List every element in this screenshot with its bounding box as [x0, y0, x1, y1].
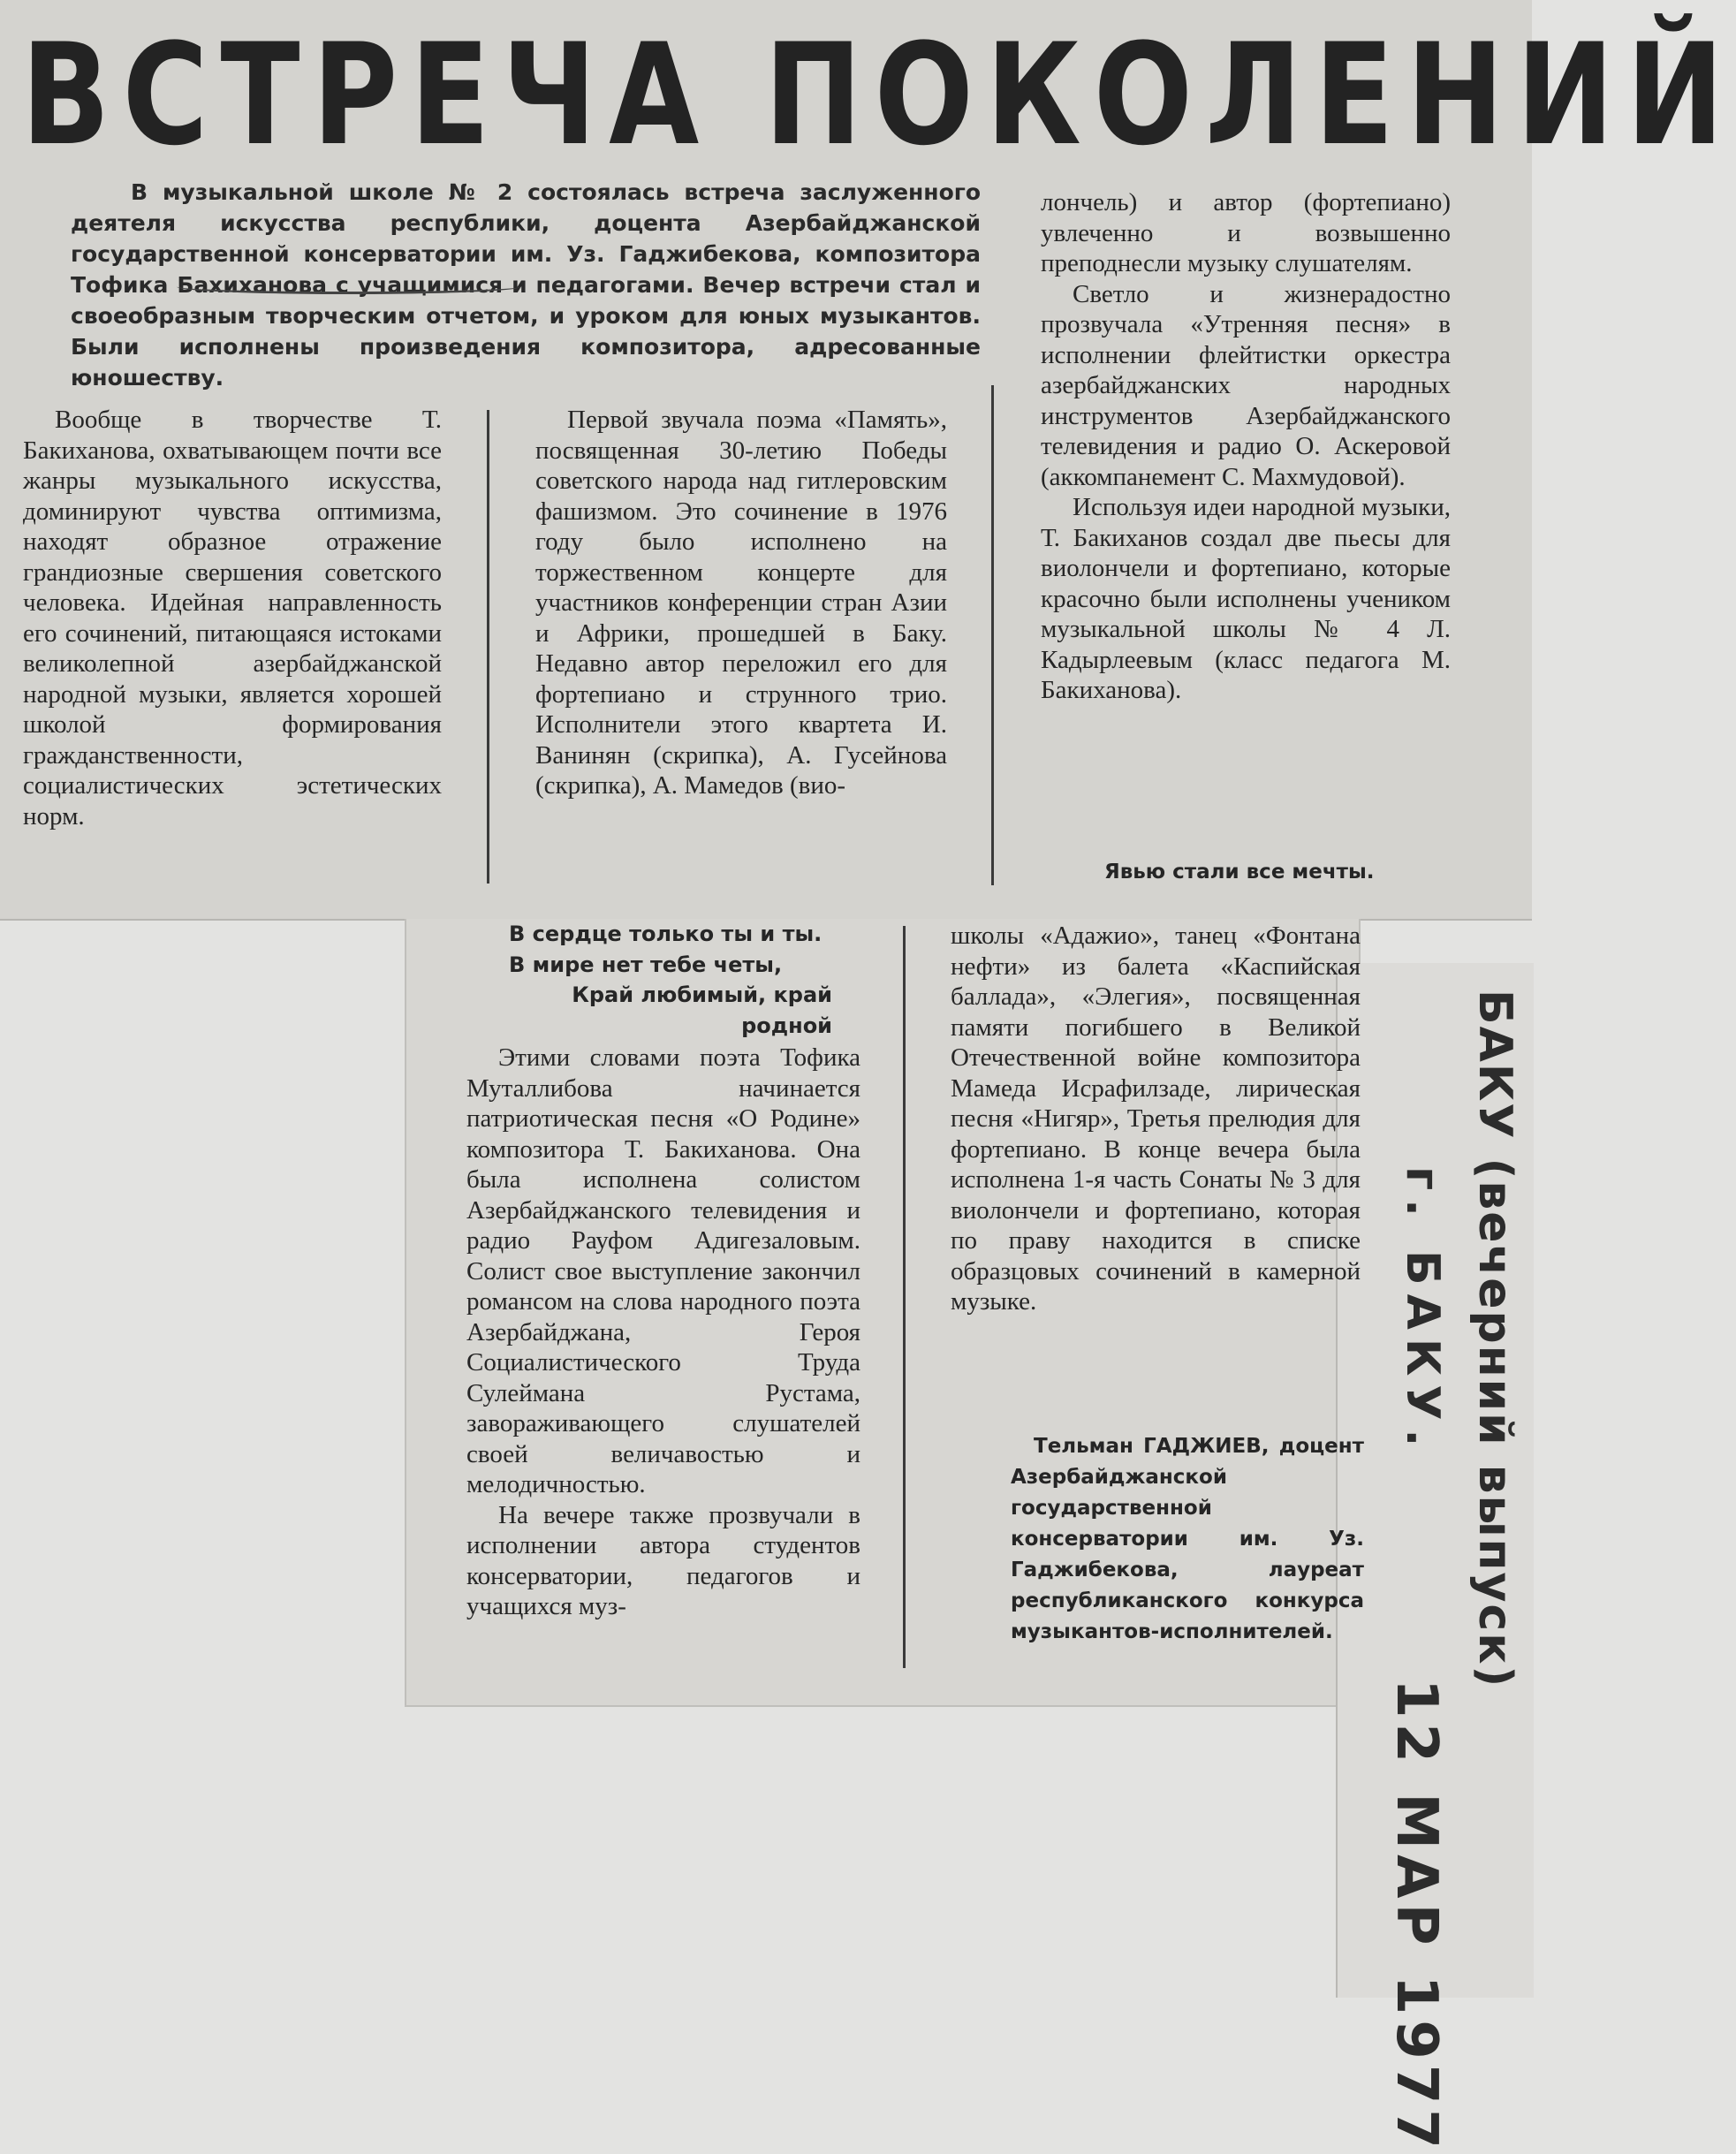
- column-divider-3: [903, 926, 906, 1668]
- column-divider-1: [487, 410, 489, 884]
- column-4-para-2: На вечере также прозвучали в исполнении автора студентов консерватории, педагогов и учащихся муз-: [466, 1500, 860, 1620]
- author-signature: [1011, 1431, 1364, 1648]
- poem-line-4: родной: [741, 1013, 832, 1038]
- column-4-para-1: Этими словами поэта Тофика Муталлибова начинается патриотическая песня «О Родине» композитора Т. Бакиханова. Она была исполнена солистом Азербайджанского телевидения и радио Рауфом Адигезаловым. Солист свое выступление закончил романсом на слова народного поэта Азербайджана, Героя Социалистического Труда Сулеймана Рустама, завораживающего слушателей своей величавостью и мелодичностью.: [466, 1043, 860, 1498]
- poem-line-2: В мире нет тебе четы,: [509, 952, 783, 977]
- column-4: [466, 1043, 860, 1622]
- column-1-text: Вообще в творчестве Т. Бакиханова, охватывающем почти все жанры музыкального искусства, доминируют чувства оптимизма, находят образное отражение грандиозные свершения советского человека. Идейная направленность его сочинений, питающаяся истоками великолепной азербайджанской народной музыки, является хорошей школой формирования гражданственности, социалистических эстетических норм.: [23, 406, 442, 831]
- pen-underline: [177, 279, 521, 294]
- column-1: [23, 405, 442, 831]
- headline: ВСТРЕЧА ПОКОЛЕНИЙ: [21, 13, 1736, 178]
- stamp-date: 12 МАР 1977: [1383, 1679, 1449, 2154]
- signature-text: Тельман ГАДЖИЕВ, доцент Азербайджанской государственной консерватории им. Уз. Гаджибекова, лауреат республиканского конкурса музыкантов-исполнителей.: [1011, 1435, 1364, 1643]
- column-5-text: школы «Адажио», танец «Фонтана нефти» из балета «Каспийская баллада», «Элегия», посвященная памяти погибшего в Великой Отечественной войне композитора Мамеда Исрафилзаде, лирическая песня «Нигяр», Третья прелюдия для фортепиано. В конце вечера была исполнена 1-я часть Сонаты № 3 для виолончели и фортепиано, которая по праву находится в списке образцовых сочинений в камерной музыке.: [951, 922, 1361, 1316]
- poem-line-3: Край любимый, край: [572, 982, 832, 1007]
- column-5: [951, 921, 1361, 1317]
- lead-paragraph: В музыкальной школе № 2 состоялась встреча заслуженного деятеля искусства республики, доцента Азербайджанской государственной консерватории им. Уз. Гаджибекова, композитора Тофика Бахиханова с учащимися и педагогами. Вечер встречи стал и своеобразным творческим отчетом, и уроком для юных музыкантов. Были исполнены произведения композитора, адресованные юношеству.: [71, 179, 981, 391]
- poem-line-1: В сердце только ты и ты.: [509, 922, 823, 946]
- column-3-para-3: Используя идеи народной музыки, Т. Бакиханов создал две пьесы для виолончели и фортепиано, которые красочно были исполнены учеником музыкальной школы № 4 Л. Кадырлеевым (класс педагога М. Бакиханова).: [1041, 493, 1451, 704]
- stamp-newspaper-name: БАКУ (вечерний выпуск): [1468, 990, 1521, 1689]
- column-3-para-1: лончель) и автор (фортепиано) увлеченно и возвышенно преподнесли музыку слушателям.: [1041, 188, 1451, 277]
- column-3: [1041, 187, 1451, 706]
- column-2: [535, 405, 947, 801]
- column-2-text: Первой звучала поэма «Память», посвященная 30-летию Победы советского народа над гитлеровским фашизмом. Это сочинение в 1976 году было исполнено на торжественном концерте для участников конференции стран Азии и Африки, прошедшей в Баку. Недавно автор переложил его для фортепиано и струнного трио. Исполнители этого квартета И. Ванинян (скрипка), А. Гусейнова (скрипка), А. Мамедов (вио-: [535, 406, 947, 800]
- poem-verse: [509, 919, 868, 1041]
- column-divider-2: [991, 385, 994, 885]
- column-3-para-2: Светло и жизнерадостно прозвучала «Утренняя песня» в исполнении флейтистки оркестра азербайджанских народных инструментов Азербайджанского телевидения и радио О. Аскеровой (аккомпанемент С. Махмудовой).: [1041, 279, 1451, 491]
- stamp-city: г. БАКУ.: [1396, 1166, 1449, 1456]
- poem-first-line: Явью стали все мечты.: [1104, 861, 1375, 884]
